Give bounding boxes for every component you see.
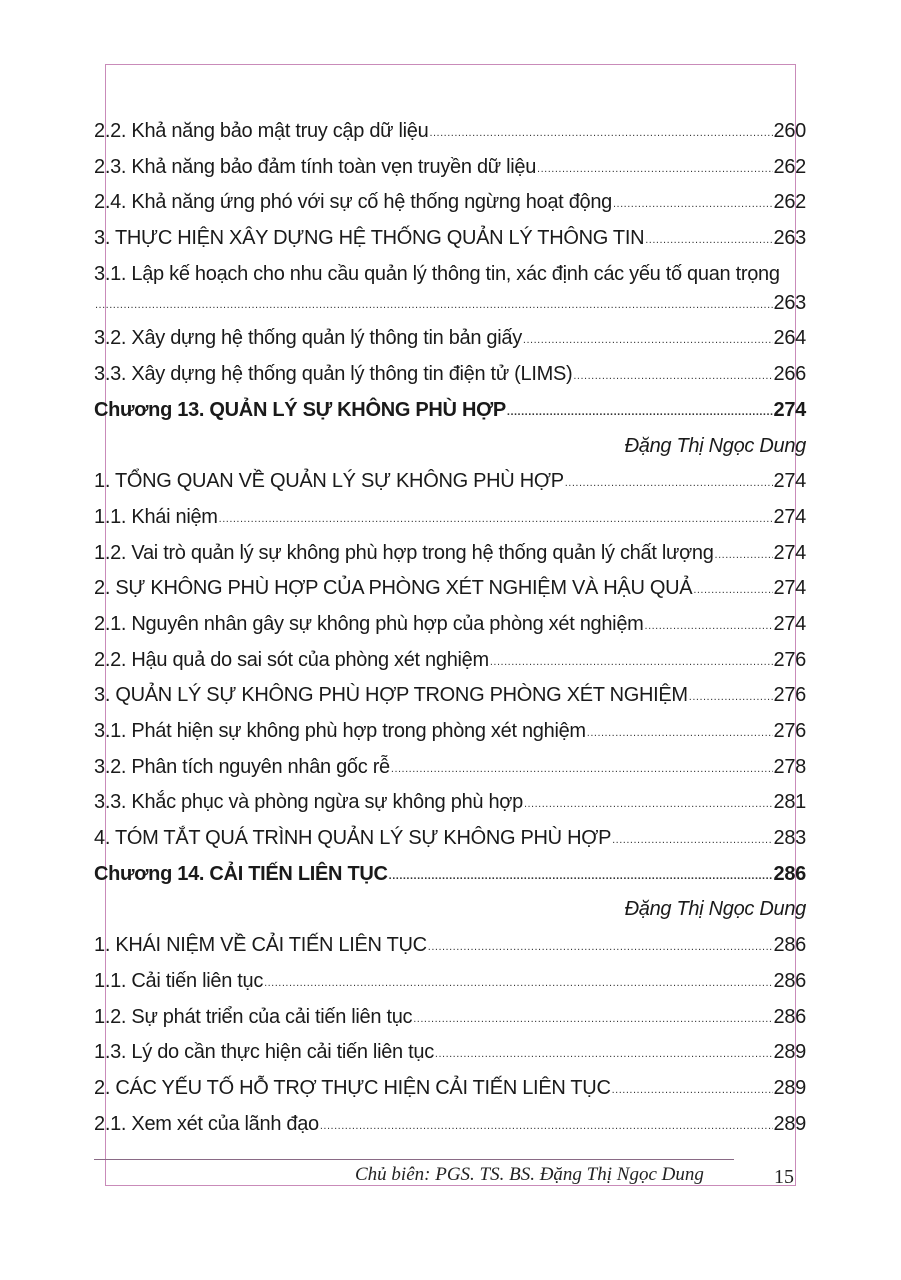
toc-entry[interactable] <box>94 464 806 500</box>
toc-page-number: 260 <box>773 120 806 142</box>
toc-entry[interactable] <box>94 321 806 357</box>
toc-entry[interactable] <box>94 821 806 857</box>
toc-page-number: 274 <box>773 612 806 635</box>
dot-leader <box>95 294 773 316</box>
footer-rule <box>94 1159 734 1160</box>
dot-leader <box>645 223 772 259</box>
toc-entry[interactable] <box>94 257 806 322</box>
toc-entry[interactable] <box>94 500 806 536</box>
toc-entry[interactable] <box>94 964 806 1000</box>
toc-entry-title: 1.2. Vai trò quản lý sự không phù hợp trong hệ thống quản lý chất lượng <box>94 541 714 564</box>
toc-entry[interactable] <box>94 643 806 679</box>
toc-entry[interactable] <box>94 928 806 964</box>
dot-leader <box>320 1109 773 1145</box>
toc-entry-title: 1. TỔNG QUAN VỀ QUẢN LÝ SỰ KHÔNG PHÙ HỢP <box>94 470 564 493</box>
toc-page-number: 281 <box>773 791 806 814</box>
toc-entry-title: 3.2. Phân tích nguyên nhân gốc rễ <box>94 755 390 778</box>
toc-page-number: 278 <box>773 755 806 778</box>
toc-page-number: 276 <box>773 684 806 707</box>
toc-entry[interactable] <box>94 1107 806 1143</box>
dot-leader <box>587 716 773 752</box>
dot-leader <box>391 752 773 788</box>
dot-leader <box>565 466 773 502</box>
toc-entry-title: 3. QUẢN LÝ SỰ KHÔNG PHÙ HỢP TRONG PHÒNG XÉT NGHIỆM <box>94 684 688 707</box>
toc-page-number: 274 <box>773 541 806 564</box>
toc-entry-title: 2.1. Nguyên nhân gây sự không phù hợp của phòng xét nghiệm <box>94 612 644 635</box>
toc-page-number: 289 <box>773 1076 806 1099</box>
dot-leader <box>693 573 772 609</box>
toc-page-number: 274 <box>773 470 806 493</box>
toc-page-number: 283 <box>773 827 806 850</box>
dot-leader <box>715 538 773 574</box>
toc-entry-title: 2.2. Khả năng bảo mật truy cập dữ liệu <box>94 120 429 142</box>
toc-page-number: 276 <box>773 648 806 671</box>
dot-leader <box>413 1002 772 1038</box>
toc-page-number: 266 <box>773 363 806 386</box>
toc-entry[interactable] <box>94 714 806 750</box>
toc-entry-title: Chương 14. CẢI TIẾN LIÊN TỤC <box>94 862 388 885</box>
toc-entry-title: 2.3. Khả năng bảo đảm tính toàn vẹn truyền dữ liệu <box>94 155 537 178</box>
dot-leader <box>490 645 773 681</box>
toc-entry-title: 2.1. Xem xét của lãnh đạo <box>94 1112 319 1135</box>
toc-entry-title: 1.1. Khái niệm <box>94 505 218 528</box>
dot-leader <box>389 859 773 895</box>
dot-leader <box>612 1073 773 1109</box>
dot-leader <box>537 152 772 188</box>
dot-leader <box>689 680 773 716</box>
toc-entry-title: 3.3. Xây dựng hệ thống quản lý thông tin điện tử (LIMS) <box>94 363 573 386</box>
footer-editor: Chủ biên: PGS. TS. BS. Đặng Thị Ngọc Dung <box>355 1164 704 1185</box>
toc-entry-title: 2. CÁC YẾU TỐ HỖ TRỢ THỰC HIỆN CẢI TIẾN LIÊN TỤC <box>94 1076 611 1099</box>
toc-author <box>94 429 806 465</box>
toc-entry-title: 1.2. Sự phát triển của cải tiến liên tục <box>94 1005 413 1028</box>
toc-entry-continuation <box>94 292 806 321</box>
toc-entry-title: 4. TÓM TẮT QUÁ TRÌNH QUẢN LÝ SỰ KHÔNG PHÙ HỢP <box>94 827 612 850</box>
toc-entry[interactable] <box>94 785 806 821</box>
dot-leader <box>524 787 773 823</box>
author-name: Đặng Thị Ngọc Dung <box>624 898 806 921</box>
toc-entry[interactable] <box>94 607 806 643</box>
toc-entry[interactable] <box>94 750 806 786</box>
dot-leader <box>435 1037 773 1073</box>
toc-chapter[interactable] <box>94 857 806 893</box>
toc-entry[interactable] <box>94 150 806 186</box>
toc-page-number: 289 <box>773 1112 806 1135</box>
toc-entry-title: 1.1. Cải tiến liên tục <box>94 969 264 992</box>
toc-page-number: 263 <box>773 227 806 250</box>
toc-page-number: 263 <box>773 292 806 315</box>
toc-entry-title: 2. SỰ KHÔNG PHÙ HỢP CỦA PHÒNG XÉT NGHIỆM VÀ HẬU QUẢ <box>94 577 693 600</box>
toc-entry-title: 3.2. Xây dựng hệ thống quản lý thông tin bản giấy <box>94 327 522 350</box>
dot-leader <box>507 395 773 431</box>
dot-leader <box>264 966 772 1002</box>
toc-entry-title: 3.3. Khắc phục và phòng ngừa sự không phù hợp <box>94 791 523 814</box>
toc-entry-title: 1. KHÁI NIỆM VỀ CẢI TIẾN LIÊN TỤC <box>94 934 427 957</box>
dot-leader <box>219 502 773 538</box>
toc-entry-title: 3.1. Phát hiện sự không phù hợp trong phòng xét nghiệm <box>94 720 586 742</box>
toc-entry[interactable] <box>94 1035 806 1071</box>
toc-entry[interactable] <box>94 1071 806 1107</box>
toc-page-number: 286 <box>773 862 806 885</box>
toc-page-number: 289 <box>773 1041 806 1064</box>
toc-entry-title: 3.1. Lập kế hoạch cho nhu cầu quản lý thông tin, xác định các yếu tố quan trọng <box>94 262 780 285</box>
toc-entry-title: 2.4. Khả năng ứng phó với sự cố hệ thống ngừng hoạt động <box>94 191 612 214</box>
toc-entry-title: Chương 13. QUẢN LÝ SỰ KHÔNG PHÙ HỢP <box>94 398 506 421</box>
toc-page-number: 274 <box>773 577 806 600</box>
toc-page-number: 262 <box>773 155 806 178</box>
toc-author <box>94 892 806 928</box>
toc-page-number: 274 <box>773 398 806 421</box>
toc-entry[interactable] <box>94 571 806 607</box>
dot-leader <box>612 823 772 859</box>
toc-entry[interactable] <box>94 357 806 393</box>
toc-chapter[interactable] <box>94 393 806 429</box>
toc-entry-title: 2.2. Hậu quả do sai sót của phòng xét nghiệm <box>94 648 489 671</box>
toc-entry[interactable] <box>94 536 806 572</box>
dot-leader <box>429 116 772 152</box>
toc-entry[interactable] <box>94 114 806 150</box>
page-number: 15 <box>774 1166 794 1188</box>
toc-page-number: 286 <box>773 934 806 957</box>
table-of-contents <box>94 114 806 1142</box>
author-name: Đặng Thị Ngọc Dung <box>624 434 806 457</box>
toc-page-number: 286 <box>773 1005 806 1028</box>
dot-leader <box>613 187 773 223</box>
toc-entry[interactable] <box>94 185 806 221</box>
dot-leader <box>523 323 773 359</box>
toc-page-number: 274 <box>773 505 806 528</box>
dot-leader <box>645 609 773 645</box>
toc-entry-title: 3. THỰC HIỆN XÂY DỰNG HỆ THỐNG QUẢN LÝ THÔNG TIN <box>94 227 645 250</box>
toc-entry[interactable] <box>94 1000 806 1036</box>
dot-leader <box>573 359 772 395</box>
toc-page-number: 276 <box>773 720 806 742</box>
dot-leader <box>428 930 773 966</box>
toc-entry-title: 1.3. Lý do cần thực hiện cải tiến liên tục <box>94 1041 434 1064</box>
toc-page-number: 262 <box>773 191 806 214</box>
toc-entry[interactable] <box>94 678 806 714</box>
toc-page-number: 286 <box>773 969 806 992</box>
toc-entry[interactable] <box>94 221 806 257</box>
toc-page-number: 264 <box>773 327 806 350</box>
